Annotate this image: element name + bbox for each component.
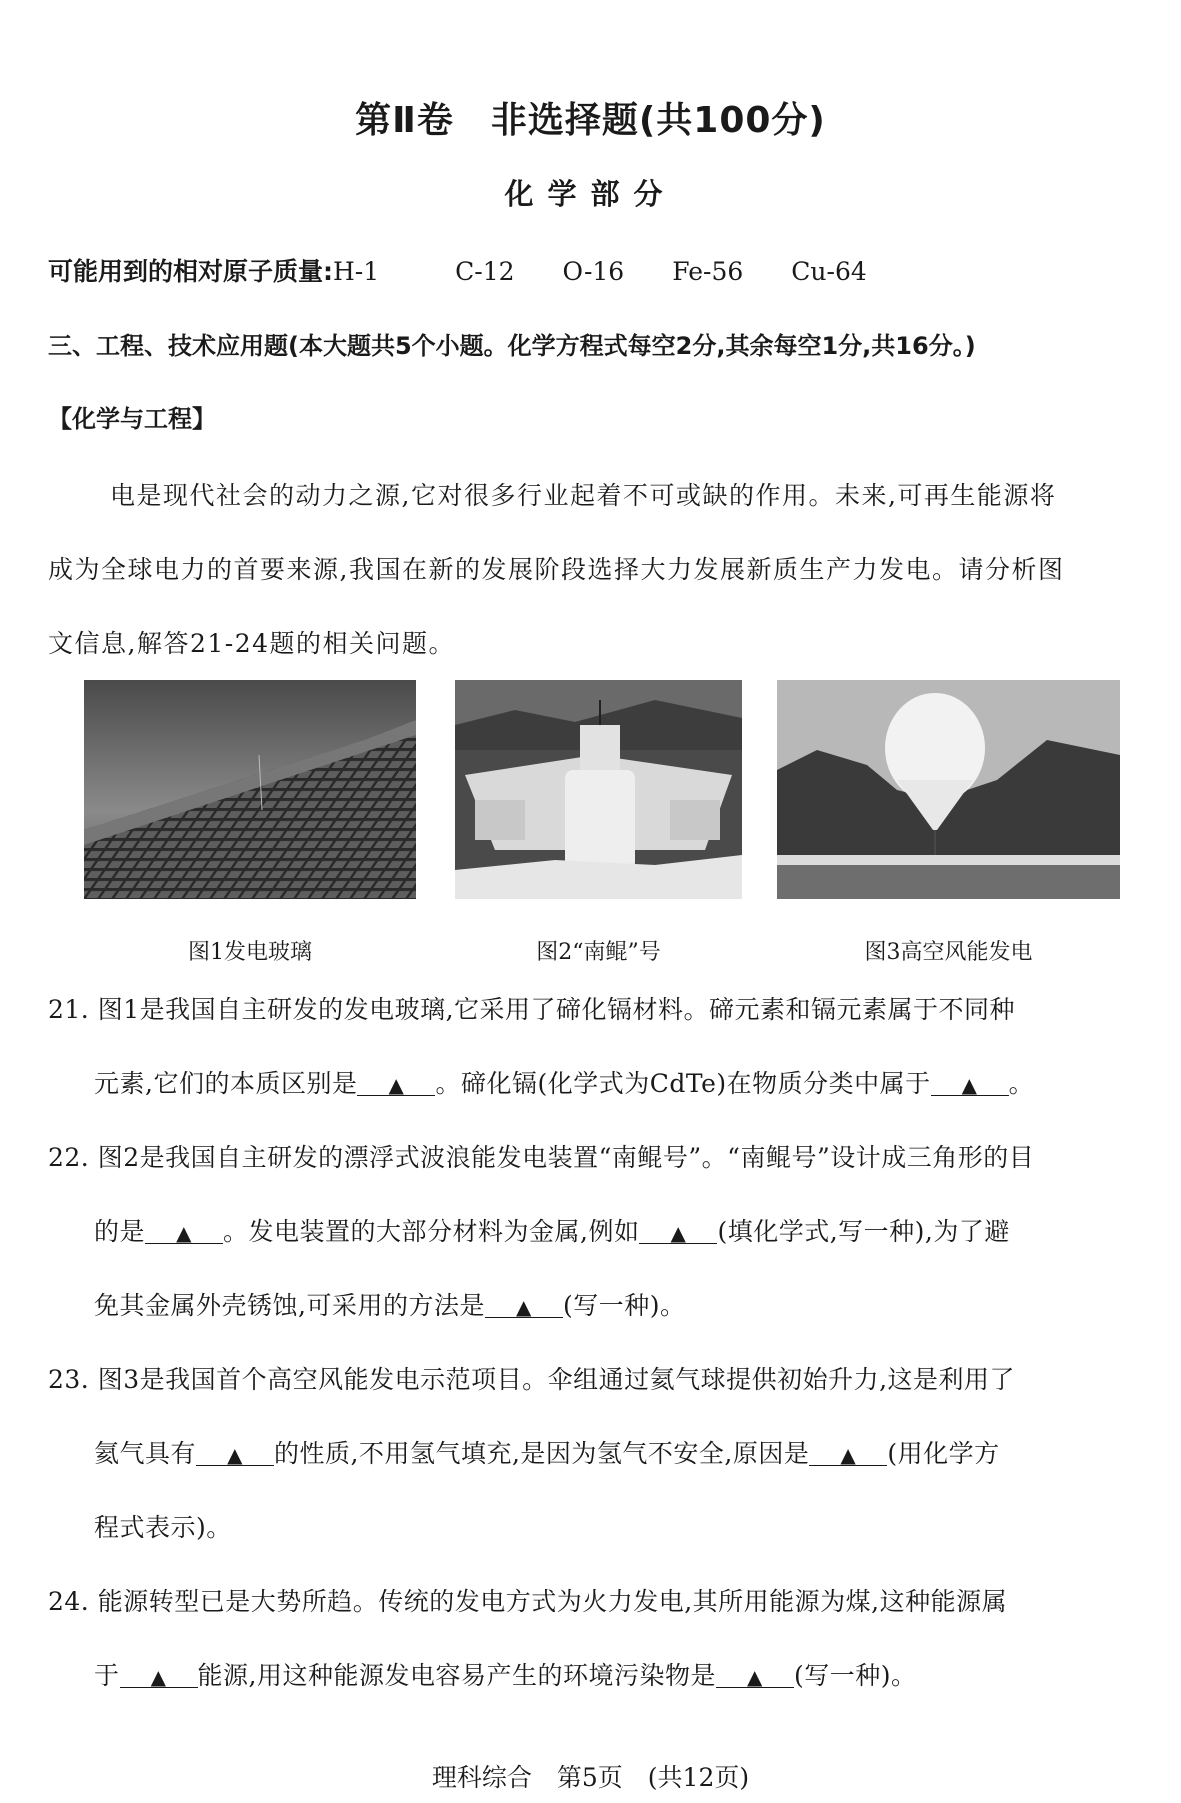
atomic-mass-item: Fe-56 [672, 257, 744, 286]
topic-tag: 【化学与工程】 [48, 405, 216, 433]
figure-caption: 图2“南鲲”号 [536, 940, 661, 965]
atomic-mass-item: H-1 [333, 257, 380, 286]
question-22-line: 22. 图2是我国自主研发的漂浮式波浪能发电装置“南鲲号”。“南鲲号”设计成三角形的目 [48, 1143, 1035, 1172]
question-24-line: 于 ▲ 能源,用这种能源发电容易产生的环境污染物是 ▲ (写一种)。 [94, 1661, 917, 1690]
figure-caption: 图1发电玻璃 [188, 940, 312, 965]
answer-blank[interactable]: ▲ [485, 1297, 563, 1318]
answer-blank[interactable]: ▲ [357, 1075, 435, 1096]
answer-blank[interactable]: ▲ [716, 1667, 794, 1688]
question-21-line: 21. 图1是我国自主研发的发电玻璃,它采用了碲化镉材料。碲元素和镉元素属于不同种 [48, 995, 1016, 1024]
question-24-line: 24. 能源转型已是大势所趋。传统的发电方式为火力发电,其所用能源为煤,这种能源属 [48, 1587, 1008, 1616]
atomic-mass-item: Cu-64 [791, 257, 867, 286]
question-23-line: 氦气具有 ▲ 的性质,不用氢气填充,是因为氢气不安全,原因是 ▲ (用化学方 [94, 1439, 1000, 1468]
intro-line: 电是现代社会的动力之源,它对很多行业起着不可或缺的作用。未来,可再生能源将 [110, 481, 1057, 510]
answer-blank[interactable]: ▲ [145, 1223, 223, 1244]
answer-blank[interactable]: ▲ [809, 1445, 887, 1466]
atomic-mass-line [48, 252, 867, 288]
atomic-mass-item: O-16 [562, 257, 625, 286]
figure-wind-balloon-photo [777, 680, 1120, 899]
question-23-line: 程式表示)。 [94, 1513, 232, 1542]
atomic-mass-label: 可能用到的相对原子质量: [48, 257, 333, 286]
intro-line: 文信息,解答21-24题的相关问题。 [48, 629, 456, 658]
answer-blank[interactable]: ▲ [639, 1223, 717, 1244]
question-22-line: 的是 ▲ 。发电装置的大部分材料为金属,例如 ▲ (填化学式,写一种),为了避 [94, 1217, 1010, 1246]
question-23-line: 23. 图3是我国首个高空风能发电示范项目。伞组通过氦气球提供初始升力,这是利用了 [48, 1365, 1016, 1394]
question-21-line: 元素,它们的本质区别是 ▲ 。碲化镉(化学式为CdTe)在物质分类中属于 ▲ 。 [94, 1069, 1035, 1098]
question-22-line: 免其金属外壳锈蚀,可采用的方法是 ▲ (写一种)。 [94, 1291, 686, 1320]
answer-blank[interactable]: ▲ [120, 1667, 198, 1688]
page-footer: 理科综合 第5页 (共12页) [431, 1763, 750, 1792]
figure-nankun-photo [455, 680, 742, 899]
figure-power-glass-photo [84, 680, 416, 899]
atomic-mass-item: C-12 [455, 257, 515, 286]
answer-blank[interactable]: ▲ [931, 1075, 1009, 1096]
intro-line: 成为全球电力的首要来源,我国在新的发展阶段选择大力发展新质生产力发电。请分析图 [48, 555, 1065, 584]
figure-caption: 图3高空风能发电 [864, 940, 1033, 965]
section-heading: 三、工程、技术应用题(本大题共5个小题。化学方程式每空2分,其余每空1分,共16分。) [48, 332, 976, 360]
answer-blank[interactable]: ▲ [196, 1445, 274, 1466]
page-title: 第Ⅱ卷 非选择题(共100分) [355, 100, 826, 141]
subject-title: 化学部分 [504, 177, 677, 211]
